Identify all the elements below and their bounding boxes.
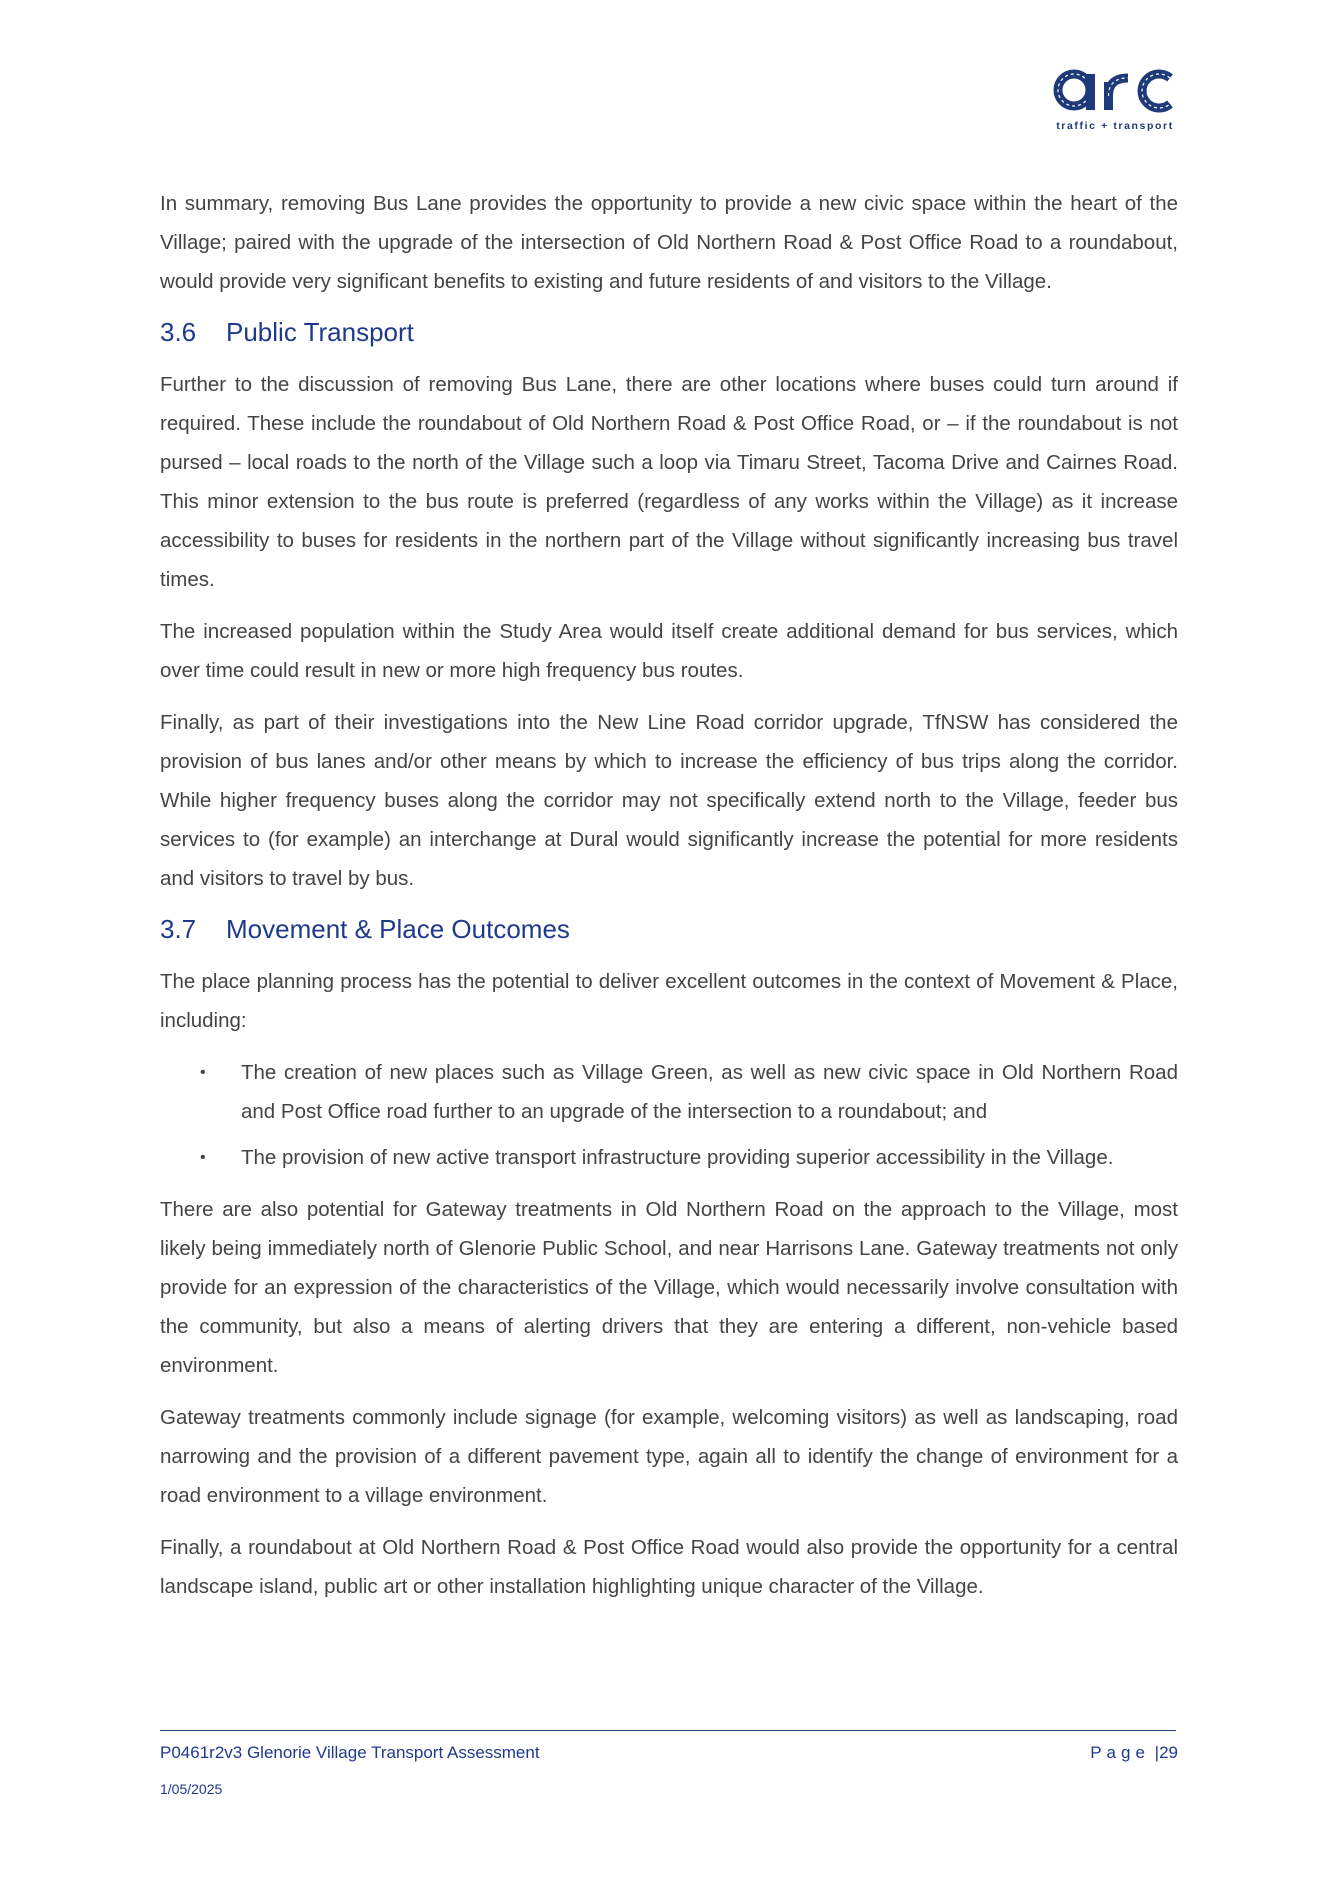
list-item-text: The provision of new active transport infrastructure providing superior accessibility in the Village.	[241, 1146, 1114, 1169]
footer-page-number	[1090, 1743, 1178, 1763]
list-item	[160, 1138, 1178, 1177]
section-3-6-heading	[160, 314, 1178, 350]
list-item	[160, 1053, 1178, 1131]
section-3-7-number: 3.7	[160, 914, 197, 944]
page-number: 29	[1159, 1743, 1178, 1762]
intro-paragraph: In summary, removing Bus Lane provides the opportunity to provide a new civic space within the heart of the Village; paired with the upgrade of the intersection of Old Northern Road & Post Office Road to a roundabout, would provide very significant benefits to existing and future residents of and visitors to the Village.	[160, 192, 1178, 293]
section-3-7-heading	[160, 911, 1178, 947]
page-content	[160, 184, 1178, 1619]
section-3-6-paragraph: Further to the discussion of removing Bus Lane, there are other locations where buses could turn around if required. These include the roundabout of Old Northern Road & Post Office Road, or – if the roundabout is not pursed – local roads to the north of the Village such a loop via Timaru Street, Tacoma Drive and Cairnes Road. This minor extension to the bus route is preferred (regardless of any works within the Village) as it increase accessibility to buses for residents in the northern part of the Village without significantly increasing bus travel times.	[160, 373, 1178, 591]
page-label: Page	[1090, 1743, 1150, 1762]
section-3-7-paragraph: Finally, a roundabout at Old Northern Road & Post Office Road would also provide the opportunity for a central landscape island, public art or other installation highlighting unique character of the Village.	[160, 1536, 1178, 1598]
footer-document-title: P0461r2v3 Glenorie Village Transport Assessment	[160, 1743, 540, 1762]
section-3-6-paragraph: Finally, as part of their investigations into the New Line Road corridor upgrade, TfNSW has considered the provision of bus lanes and/or other means by which to increase the efficiency of bus trips along the corridor. While higher frequency buses along the corridor may not specifically extend north to the Village, feeder bus services to (for example) an interchange at Dural would significantly increase the potential for more residents and visitors to travel by bus.	[160, 711, 1178, 890]
footer-divider	[160, 1730, 1176, 1731]
logo-tagline: traffic + transport	[1056, 120, 1174, 132]
bullet-icon: •	[200, 1064, 206, 1081]
section-3-6-paragraph: The increased population within the Study Area would itself create additional demand for bus services, which over time could result in new or more high frequency bus routes.	[160, 620, 1178, 682]
outcomes-list	[160, 1053, 1178, 1177]
section-3-7-title: Movement & Place Outcomes	[226, 914, 570, 944]
section-3-6-title: Public Transport	[226, 317, 414, 347]
section-3-6-number: 3.6	[160, 317, 197, 347]
arc-logo	[1052, 62, 1178, 134]
section-3-7-lead: The place planning process has the potential to deliver excellent outcomes in the context of Movement & Place, including:	[160, 970, 1178, 1032]
list-item-text: The creation of new places such as Village Green, as well as new civic space in Old Northern Road and Post Office road further to an upgrade of the intersection to a roundabout; and	[241, 1061, 1178, 1123]
bullet-icon: •	[200, 1149, 206, 1166]
arc-logo-mark	[1052, 62, 1178, 118]
section-3-7-paragraph: There are also potential for Gateway treatments in Old Northern Road on the approach to the Village, most likely being immediately north of Glenorie Public School, and near Harrisons Lane. Gateway treatments not only provide for an expression of the characteristics of the Village, which would necessarily involve consultation with the community, but also a means of alerting drivers that they are entering a different, non-vehicle based environment.	[160, 1198, 1178, 1377]
footer-date: 1/05/2025	[160, 1781, 223, 1797]
section-3-7-paragraph: Gateway treatments commonly include signage (for example, welcoming visitors) as well as landscaping, road narrowing and the provision of a different pavement type, again all to identify the change of environment for a road environment to a village environment.	[160, 1406, 1178, 1507]
page-separator: |	[1154, 1743, 1160, 1762]
